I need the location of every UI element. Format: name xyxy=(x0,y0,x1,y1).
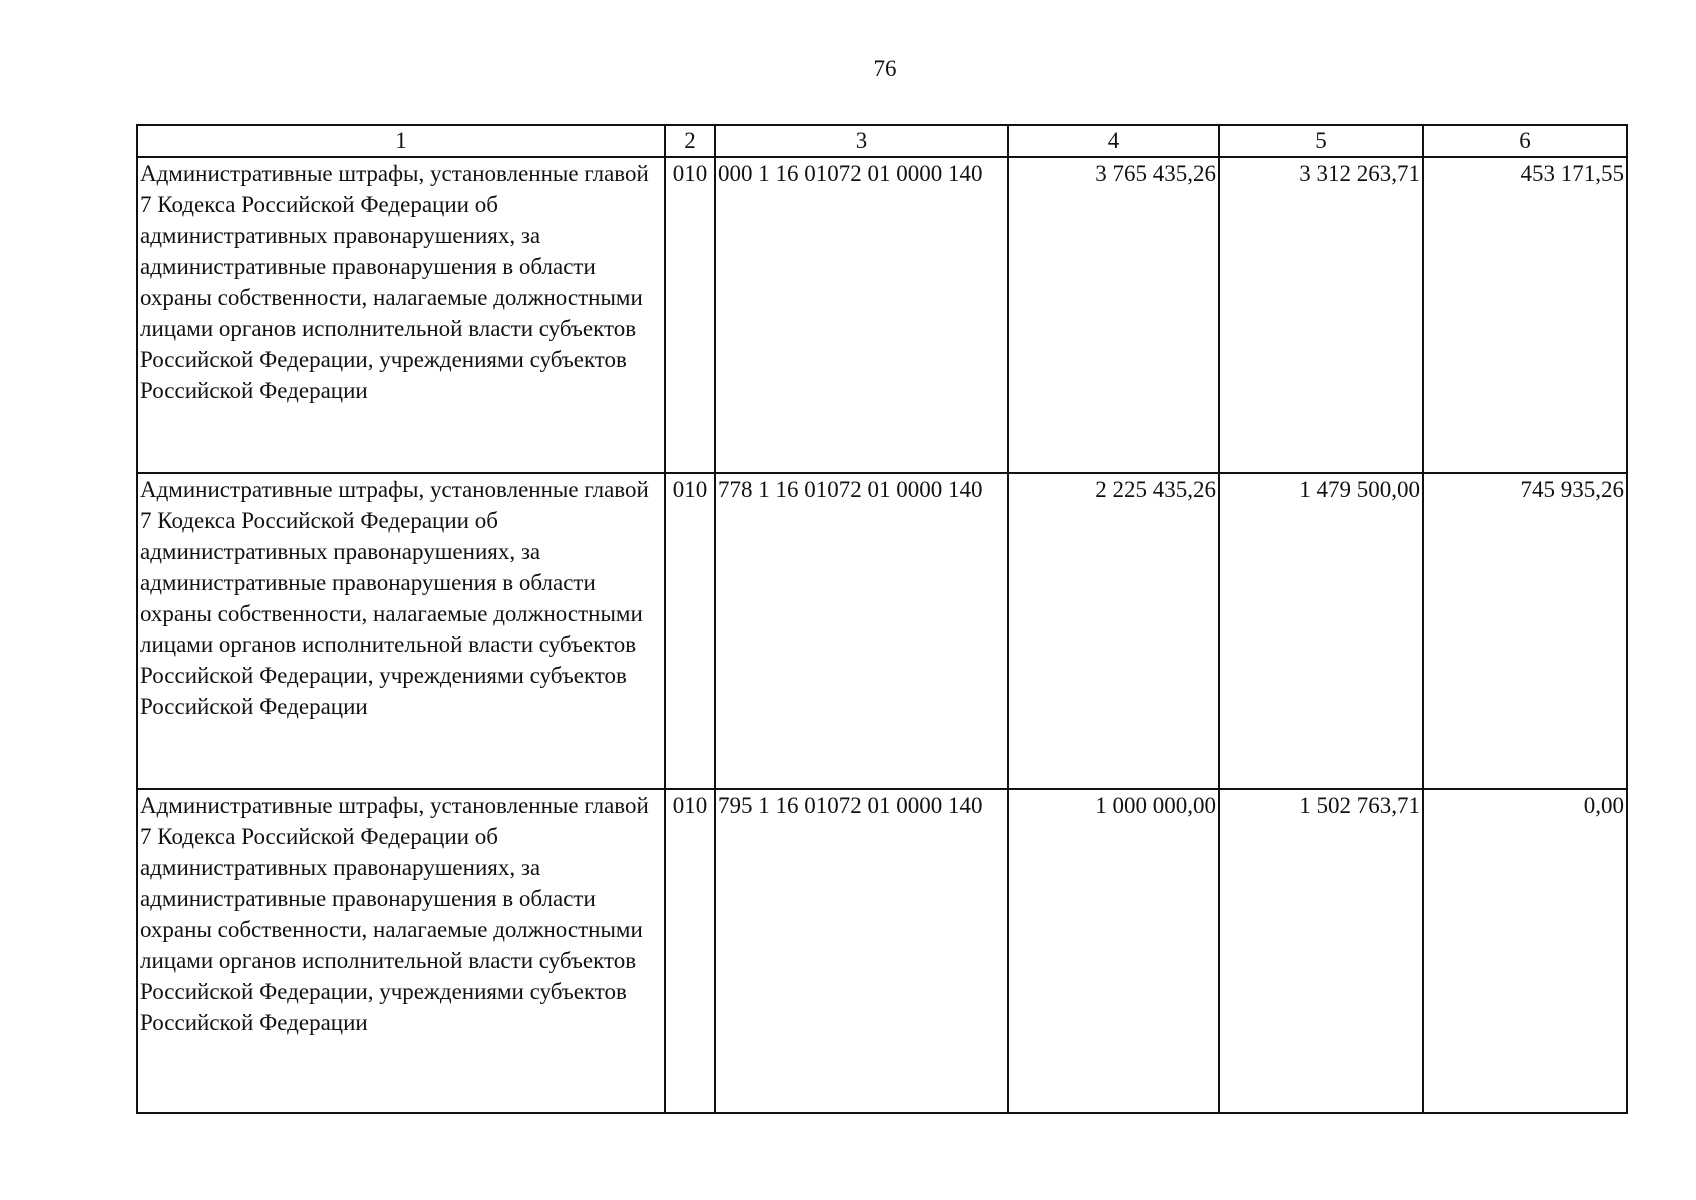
row-col6-cell: 745 935,26 xyxy=(1423,473,1627,789)
row-col5-cell: 1 479 500,00 xyxy=(1219,473,1423,789)
row-col5-cell: 1 502 763,71 xyxy=(1219,789,1423,1113)
report-table xyxy=(136,124,1628,1114)
row-name-cell: Административные штрафы, установленные главой 7 Кодекса Российской Федерации об административных правонарушениях, за административные правонарушения в области охраны собственности, налагаемые должностными лицами органов исполнительной власти субъектов Российской Федерации, учреждениями субъектов Российской Федерации xyxy=(137,157,665,473)
header-col-4: 4 xyxy=(1008,125,1219,157)
row-code-cell: 000 1 16 01072 01 0000 140 xyxy=(715,157,1008,473)
row-col2-cell: 010 xyxy=(665,157,715,473)
row-col5-cell: 3 312 263,71 xyxy=(1219,157,1423,473)
row-code-cell: 778 1 16 01072 01 0000 140 xyxy=(715,473,1008,789)
table-row xyxy=(137,473,1627,789)
header-col-6: 6 xyxy=(1423,125,1627,157)
header-col-5: 5 xyxy=(1219,125,1423,157)
row-col2-cell: 010 xyxy=(665,789,715,1113)
page-number: 76 xyxy=(873,56,897,81)
row-col2-cell: 010 xyxy=(665,473,715,789)
table-header xyxy=(137,125,1627,157)
header-col-3: 3 xyxy=(715,125,1008,157)
table-row xyxy=(137,157,1627,473)
row-col4-cell: 2 225 435,26 xyxy=(1008,473,1219,789)
row-col6-cell: 453 171,55 xyxy=(1423,157,1627,473)
header-col-1: 1 xyxy=(137,125,665,157)
row-name-cell: Административные штрафы, установленные главой 7 Кодекса Российской Федерации об административных правонарушениях, за административные правонарушения в области охраны собственности, налагаемые должностными лицами органов исполнительной власти субъектов Российской Федерации, учреждениями субъектов Российской Федерации xyxy=(137,789,665,1113)
row-name-cell: Административные штрафы, установленные главой 7 Кодекса Российской Федерации об административных правонарушениях, за административные правонарушения в области охраны собственности, налагаемые должностными лицами органов исполнительной власти субъектов Российской Федерации, учреждениями субъектов Российской Федерации xyxy=(137,473,665,789)
row-col4-cell: 1 000 000,00 xyxy=(1008,789,1219,1113)
row-code-cell: 795 1 16 01072 01 0000 140 xyxy=(715,789,1008,1113)
row-col6-cell: 0,00 xyxy=(1423,789,1627,1113)
row-col4-cell: 3 765 435,26 xyxy=(1008,157,1219,473)
header-row xyxy=(137,125,1627,157)
table-body xyxy=(137,157,1627,1113)
header-col-2: 2 xyxy=(665,125,715,157)
table-row xyxy=(137,789,1627,1113)
